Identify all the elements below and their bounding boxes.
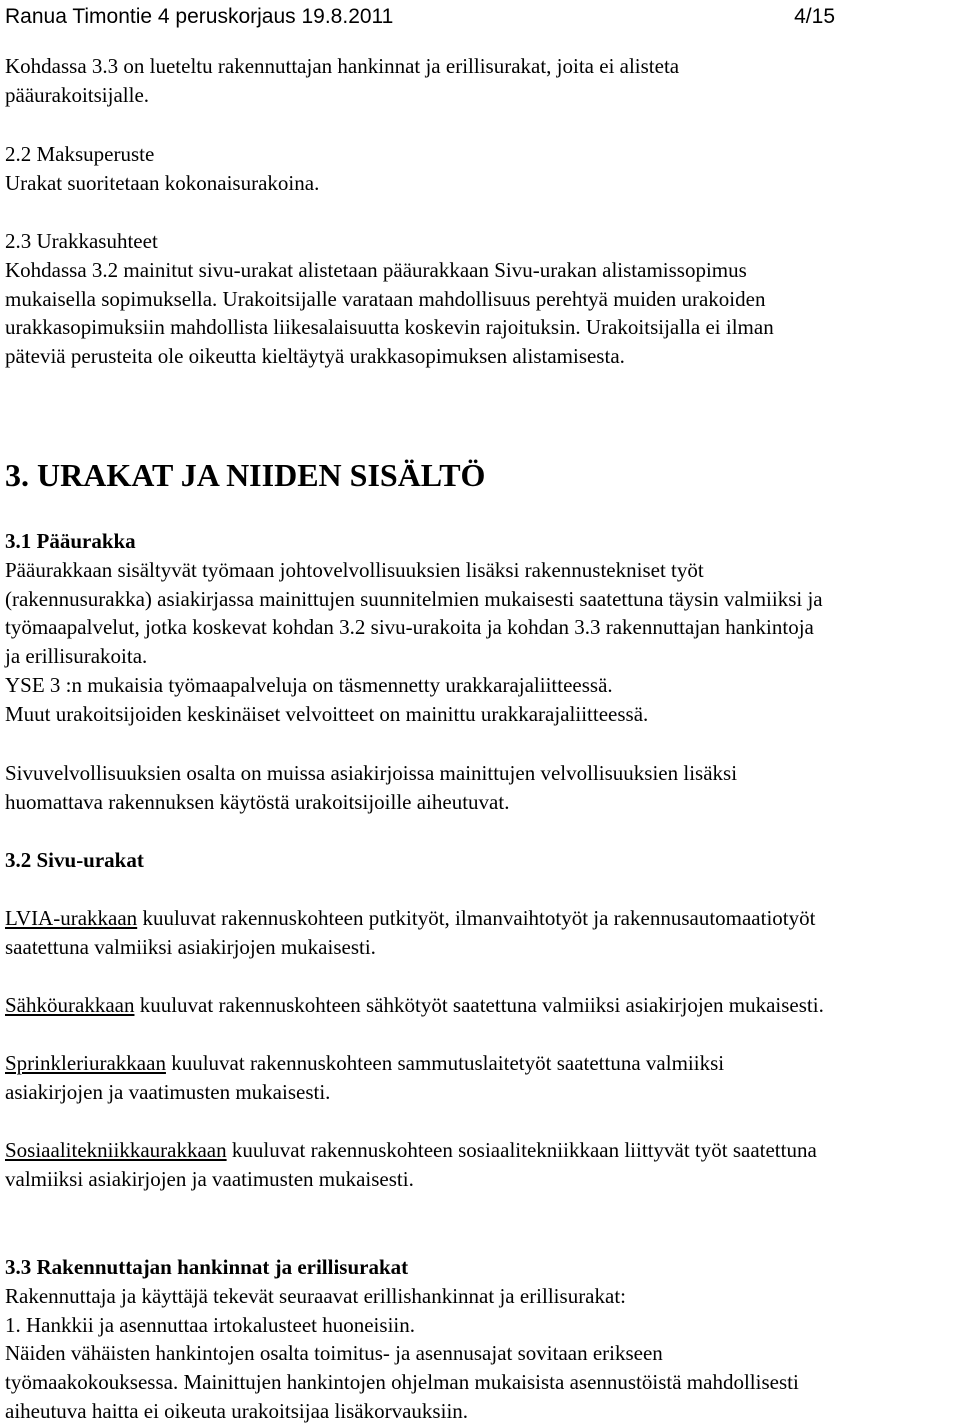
- section-heading: 2.3 Urakkasuhteet: [5, 229, 158, 253]
- text-line: huomattava rakennuksen käytöstä urakoitsijoille aiheutuvat.: [5, 789, 510, 814]
- text-line: Sivuvelvollisuuksien osalta on muissa asiakirjoissa mainittujen velvollisuuksien lisäksi: [5, 761, 738, 785]
- text-line: 1. Hankkii ja asennuttaa irtokalusteet huoneisiin.: [5, 1312, 415, 1337]
- text-line: aiheutuva haitta ei oikeuta urakoitsijaa lisäkorvauksiin.: [5, 1398, 469, 1423]
- text-line: Kohdassa 3.3 on lueteltu rakennuttajan hankinnat ja erillisurakat, joita ei alisteta: [5, 54, 680, 78]
- section-3-1-paragraph-2: [5, 759, 960, 817]
- section-3-3: [5, 1253, 960, 1426]
- underlined-term: Sähköurakkaan: [5, 993, 135, 1017]
- text-line: Pääurakkaan sisältyvät työmaan johtovelvollisuuksien lisäksi rakennustekniset työt: [5, 557, 704, 582]
- section-heading: 3.1 Pääurakka: [5, 529, 136, 553]
- text-line: Muut urakoitsijoiden keskinäiset velvoitteet on mainittu urakkarajaliitteessä.: [5, 701, 649, 726]
- sahko-paragraph: [5, 991, 960, 1020]
- underlined-term: Sosiaalitekniikkaurakkaan: [5, 1138, 227, 1162]
- text-line: YSE 3 :n mukaisia työmaapalveluja on täsmennetty urakkarajaliitteessä.: [5, 672, 613, 697]
- text-span: kuuluvat rakennuskohteen putkityöt, ilmanvaihtotyöt ja rakennusautomaatiotyöt: [137, 906, 816, 930]
- intro-paragraph: [5, 52, 960, 110]
- text-span: kuuluvat rakennuskohteen sähkötyöt saatettuna valmiiksi asiakirjojen mukaisesti.: [134, 993, 824, 1017]
- section-2-2: [5, 140, 960, 198]
- page-header: [5, 3, 835, 31]
- text-span: kuuluvat rakennuskohteen sosiaalitekniikkaan liittyvät työt saatettuna: [226, 1138, 817, 1162]
- text-line: mukaisella sopimuksella. Urakoitsijalle varataan mahdollisuus perehtyä muiden urakoiden: [5, 286, 766, 311]
- section-heading: 2.2 Maksuperuste: [5, 142, 155, 166]
- document-title: Ranua Timontie 4 peruskorjaus 19.8.2011: [5, 5, 394, 28]
- text-line: ja erillisurakoita.: [5, 644, 148, 669]
- text-line: Näiden vähäisten hankintojen osalta toimitus- ja asennusajat sovitaan erikseen: [5, 1341, 663, 1366]
- sosiaali-paragraph: [5, 1136, 960, 1194]
- text-line: työmaapalvelut, jotka koskevat kohdan 3.2 sivu-urakoita ja kohdan 3.3 rakennuttajan hankintoja: [5, 615, 814, 640]
- text-line: saatettuna valmiiksi asiakirjojen mukaisesti.: [5, 934, 376, 959]
- underlined-term: Sprinkleriurakkaan: [5, 1051, 166, 1075]
- chapter-heading: 3. URAKAT JA NIIDEN SISÄLTÖ: [5, 457, 486, 493]
- lvia-paragraph: [5, 904, 960, 962]
- text-line: (rakennusurakka) asiakirjassa mainittujen suunnitelmien mukaisesti saatettuna täysin valmiiksi ja: [5, 586, 823, 611]
- text-line: työmaakokouksessa. Mainittujen hankintojen ohjelman mukaisista asennustöistä mahdollisesti: [5, 1370, 799, 1395]
- text-line: valmiiksi asiakirjojen ja vaatimusten mukaisesti.: [5, 1166, 414, 1191]
- sprinkleri-paragraph: [5, 1049, 960, 1107]
- underlined-term: LVIA-urakkaan: [5, 906, 138, 930]
- page-number: 4/15: [794, 5, 835, 28]
- section-3-1: [5, 527, 960, 729]
- section-heading: 3.2 Sivu-urakat: [5, 848, 144, 872]
- text-line: urakkasopimuksiin mahdollista liikesalaisuutta koskevin rajoituksin. Urakoitsijalla ei ilman: [5, 315, 774, 340]
- section-2-3: [5, 227, 960, 371]
- text-line: Urakat suoritetaan kokonaisurakoina.: [5, 170, 320, 195]
- text-line: Rakennuttaja ja käyttäjä tekevät seuraavat erillishankinnat ja erillisurakat:: [5, 1283, 626, 1308]
- text-line: asiakirjojen ja vaatimusten mukaisesti.: [5, 1079, 331, 1104]
- text-line: päteviä perusteita ole oikeutta kieltäytyä urakkasopimuksen alistamisesta.: [5, 344, 625, 369]
- section-heading: 3.3 Rakennuttajan hankinnat ja erillisurakat: [5, 1255, 409, 1279]
- text-line: pääurakoitsijalle.: [5, 82, 150, 107]
- text-line: Kohdassa 3.2 mainitut sivu-urakat alistetaan pääurakkaan Sivu-urakan alistamissopimus: [5, 257, 747, 282]
- text-span: kuuluvat rakennuskohteen sammutuslaitetyöt saatettuna valmiiksi: [165, 1051, 725, 1075]
